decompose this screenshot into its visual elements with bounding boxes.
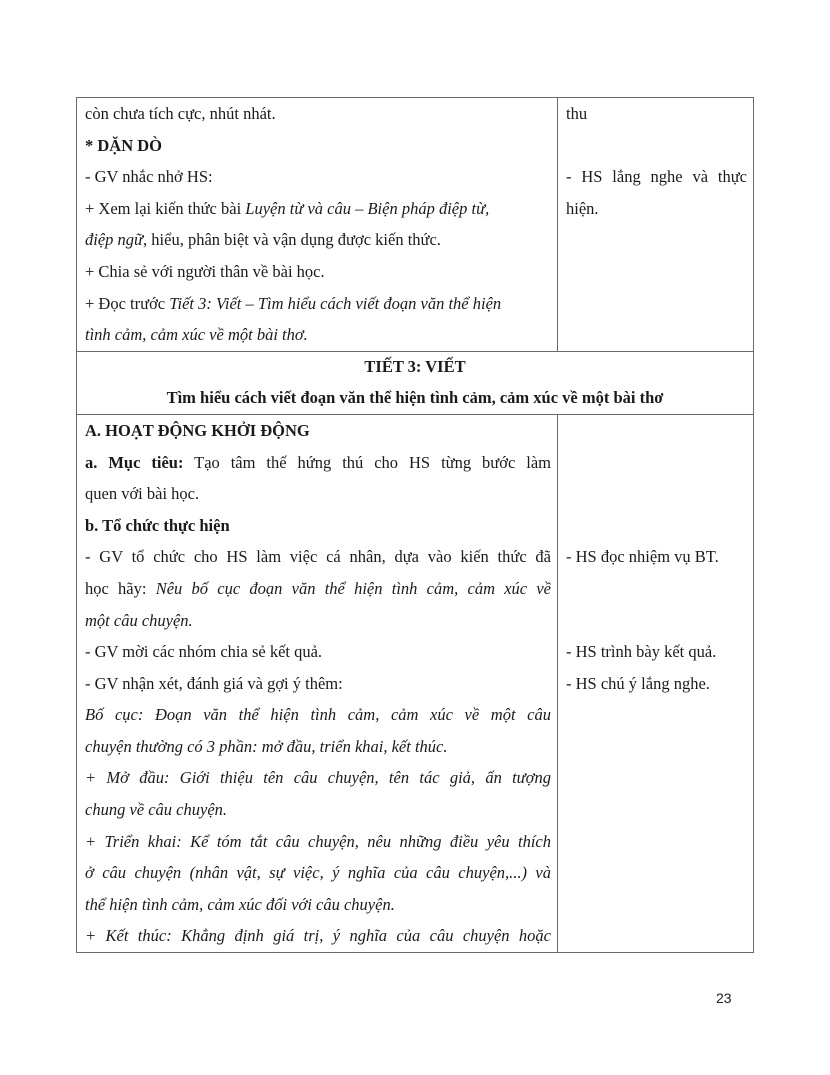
blank-line xyxy=(566,447,747,479)
text-line xyxy=(85,288,551,320)
text-line: - HS trình bày kết quả. xyxy=(566,642,717,662)
table-row-dan-do xyxy=(77,98,753,351)
teacher-activity-cell xyxy=(77,98,558,351)
text-span: + Xem lại kiến thức bài xyxy=(85,198,246,218)
text-line: - GV tổ chức cho HS làm việc cá nhân, dựa vào kiến thức đã xyxy=(85,547,551,567)
text-line: + Triển khai: Kể tóm tắt câu chuyện, nêu những điều yêu thích xyxy=(85,831,551,851)
teacher-activity-cell xyxy=(77,415,558,952)
italic-span: Nêu bố cục đoạn văn thể hiện tình cảm, cảm xúc về xyxy=(155,578,552,598)
text-span: + Đọc trước xyxy=(85,293,170,313)
text-line: + Kết thúc: Khẳng định giá trị, ý nghĩa của câu chuyện hoặc xyxy=(85,926,551,946)
text-line: - HS lắng nghe và thực xyxy=(566,167,747,187)
section-heading-dan-do: * DẶN DÒ xyxy=(85,135,162,155)
blank-line xyxy=(566,605,747,637)
lesson-subtitle: Tìm hiểu cách viết đoạn văn thể hiện tình cảm, cảm xúc về một bài thơ xyxy=(166,388,664,408)
text-line: - GV nhận xét, đánh giá và gợi ý thêm: xyxy=(85,673,343,693)
text-line: thu xyxy=(566,104,588,123)
student-activity-cell xyxy=(558,415,753,952)
text-line xyxy=(85,573,551,605)
text-line xyxy=(85,224,551,256)
blank-line xyxy=(566,415,747,447)
text-line: thể hiện tình cảm, cảm xúc đối với câu chuyện. xyxy=(85,894,395,914)
blank-line xyxy=(566,510,747,542)
table-row-heading xyxy=(77,351,753,414)
text-line: - HS chú ý lắng nghe. xyxy=(566,673,710,693)
text-line: - GV nhắc nhở HS: xyxy=(85,167,213,187)
italic-span: điệp ngữ xyxy=(85,230,144,250)
text-line: + Mở đầu: Giới thiệu tên câu chuyện, tên tác giả, ấn tượng xyxy=(85,768,551,788)
text-line: chung về câu chuyện. xyxy=(85,800,228,820)
italic-span: Tiết 3: Viết – Tìm hiểu cách viết đoạn văn thể hiện xyxy=(169,293,502,313)
student-activity-cell xyxy=(558,98,753,351)
text-span: , hiểu, phân biệt và vận dụng được kiến thức. xyxy=(143,230,441,250)
blank-line xyxy=(566,478,747,510)
text-line: còn chưa tích cực, nhút nhát. xyxy=(85,104,276,123)
blank-line xyxy=(566,130,747,162)
text-line: + Chia sẻ với người thân về bài học. xyxy=(85,261,325,281)
lesson-title: TIẾT 3: VIẾT xyxy=(364,356,466,376)
text-line: quen với bài học. xyxy=(85,484,200,504)
subheading-to-chuc: b. Tổ chức thực hiện xyxy=(85,515,230,535)
text-span: học hãy: xyxy=(85,578,156,598)
italic-span: Luyện từ và câu – Biện pháp điệp từ, xyxy=(245,198,490,218)
text-line: - GV mời các nhóm chia sẻ kết quả. xyxy=(85,642,323,662)
text-line: ở câu chuyện (nhân vật, sự việc, ý nghĩa của câu chuyện,...) và xyxy=(85,863,551,883)
text-line: chuyện thường có 3 phần: mở đầu, triển khai, kết thúc. xyxy=(85,736,448,756)
bold-span: a. Mục tiêu: xyxy=(85,452,184,472)
section-heading-khoi-dong: A. HOẠT ĐỘNG KHỞI ĐỘNG xyxy=(85,420,310,440)
text-line: - HS đọc nhiệm vụ BT. xyxy=(566,547,719,567)
lesson-plan-table xyxy=(76,97,754,953)
text-line xyxy=(85,193,551,225)
blank-line xyxy=(566,573,747,605)
table-row-khoi-dong xyxy=(77,414,753,952)
text-line: hiện. xyxy=(566,198,599,218)
text-line: Bố cục: Đoạn văn thể hiện tình cảm, cảm xúc về một câu xyxy=(85,705,551,725)
text-line: tình cảm, cảm xúc về một bài thơ. xyxy=(85,325,308,345)
page-number: 23 xyxy=(716,990,732,1006)
text-line xyxy=(85,447,551,479)
text-span: Tạo tâm thế hứng thú cho HS từng bước làm xyxy=(183,452,551,472)
text-line: một câu chuyện. xyxy=(85,610,193,630)
